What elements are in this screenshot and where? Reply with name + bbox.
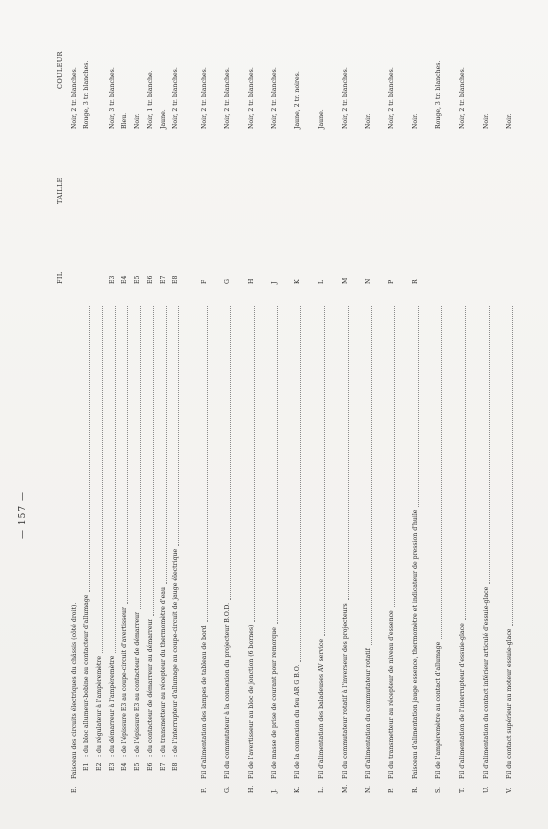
row-description: Fil du commutateur rotatif à l'inverseur des projecteurs [342, 603, 349, 779]
row-description: Fil de masse de prise de courant pour remorque [271, 627, 278, 779]
table-row [159, 3, 168, 771]
row-description: : de l'épissure E3 au contacteur de démarreur [134, 611, 141, 757]
row-description: Fil d'alimentation des lampes de tableau de bord [201, 625, 208, 779]
table-row [434, 3, 443, 793]
row-color: Noir. [483, 113, 490, 129]
row-description: : du transmetteur au récepteur du thermomètre d'eau [160, 587, 167, 757]
row-description: : de l'interrupteur d'allumage au coupe-circuit de jauge électrique [172, 548, 179, 757]
row-color: Bleu. [121, 112, 128, 129]
table-row [482, 3, 491, 793]
table-row [505, 3, 514, 793]
table-row [317, 3, 326, 793]
row-label: E7 [160, 762, 167, 771]
section-e-color: Noir, 2 tr. blanches. [71, 67, 78, 129]
leader-dots [315, 306, 325, 636]
row-fil-code: N [365, 278, 372, 284]
row-label: H. [248, 785, 255, 793]
leader-dots [362, 306, 372, 645]
row-color: Jaune. [160, 109, 167, 129]
row-fil-code: P [388, 279, 395, 284]
leader-dots [169, 306, 179, 546]
row-color: Noir, 2 tr. blanches. [172, 67, 179, 129]
row-fil-code: M [342, 277, 349, 284]
row-label: S. [435, 787, 442, 793]
leader-dots [291, 306, 301, 662]
row-label: E8 [172, 762, 179, 771]
table-row [341, 3, 350, 793]
row-description: : de l'épissure E3 au coupe-circuit d'avertisseur [121, 607, 128, 757]
section-e-label: E. [71, 786, 78, 793]
leader-dots [198, 306, 208, 622]
row-description: Fil du contact supérieur au moteur essuie-glace [506, 628, 513, 779]
row-description: Fil de l'avertisseur au bloc de jonction (6 bornes) [248, 624, 255, 779]
row-fil-code: E3 [109, 275, 116, 284]
row-color: Noir, 3 tr. blanches. [109, 67, 116, 129]
row-label: E4 [121, 762, 128, 771]
leader-dots [456, 306, 466, 620]
row-color: Noir, 2 tr. blanches. [224, 67, 231, 129]
row-description: : du contacteur de démarreur au démarreur [147, 618, 154, 757]
leader-dots [409, 306, 419, 507]
row-description: Fil d'alimentation du commutateur rotatif [365, 647, 372, 779]
row-color: Noir. [412, 113, 419, 129]
row-color: Noir, 2 tr. blanches. [388, 67, 395, 129]
table-row [223, 3, 232, 793]
leader-dots [268, 306, 278, 624]
leader-dots [106, 306, 116, 653]
row-label: F. [201, 787, 208, 793]
leader-dots [432, 306, 442, 639]
table-row [247, 3, 256, 793]
row-description: Fil du commutateur à la connexion du projecteur B.O.D. [224, 602, 231, 779]
row-color: Rouge, 3 tr. blanches. [435, 60, 442, 129]
row-label: G. [224, 786, 231, 793]
leader-dots [80, 306, 90, 592]
row-fil-code: E7 [160, 275, 167, 284]
row-color: Noir. [506, 113, 513, 129]
row-fil-code: G [224, 279, 231, 284]
row-fil-code: J [271, 281, 278, 284]
row-color: Jaune. [318, 109, 325, 129]
row-description: : du démarreur à l'ampèremètre [109, 655, 116, 757]
row-color: Noir, 2 tr. blanches. [201, 67, 208, 129]
row-fil-code: K [294, 279, 301, 284]
leader-dots [118, 306, 128, 604]
row-description: : du régulateur à l'ampèremètre [96, 655, 103, 757]
leader-dots [503, 306, 513, 626]
row-label: E3 [109, 762, 116, 771]
row-description: Fil d'alimentation de l'interrupteur d'essuie-glace [459, 623, 466, 779]
leader-dots [385, 306, 395, 607]
table-row [133, 3, 142, 771]
section-e-title: Faisceau des circuits électriques du châssis (côté droit). [71, 602, 78, 779]
row-color: Noir, 1 tr. blanche. [147, 70, 154, 129]
row-label: V. [506, 787, 513, 793]
leader-dots [131, 306, 141, 609]
row-fil-code: E5 [134, 275, 141, 284]
table-row [411, 3, 420, 793]
row-description: Fil du transmetteur au récepteur de niveau d'essence [388, 610, 395, 779]
table-row [146, 3, 155, 771]
row-description: Faisceau d'alimentation jauge essence, thermomètre et indicateur de pression d'huile [412, 509, 419, 779]
table-row [200, 3, 209, 793]
row-description: Fil de la connexion du feu AR G B.O. [294, 664, 301, 779]
leader-dots [480, 306, 490, 584]
row-color: Noir, 2 tr. blanches. [342, 67, 349, 129]
section-e-row [70, 3, 79, 793]
row-label: K. [294, 786, 301, 793]
page-number: — 157 — [18, 491, 28, 539]
row-label: P. [388, 788, 395, 793]
header-taille: TAILLE [56, 177, 64, 204]
leader-dots [245, 306, 255, 622]
row-label: R. [412, 786, 419, 793]
row-label: E6 [147, 762, 154, 771]
row-label: L. [318, 786, 325, 793]
row-label: J. [271, 789, 278, 793]
row-color: Noir. [365, 113, 372, 129]
table-row [270, 3, 279, 793]
row-label: E5 [134, 762, 141, 771]
leader-dots [144, 306, 154, 616]
header-fil: FIL [56, 271, 64, 284]
table-row [95, 3, 104, 771]
leader-dots [93, 306, 103, 653]
table-row [458, 3, 467, 793]
row-color: Noir, 2 tr. blanches. [248, 67, 255, 129]
header-couleur: COULEUR [56, 51, 64, 89]
row-fil-code: F [201, 279, 208, 284]
row-fil-code: E4 [121, 275, 128, 284]
row-color: Noir, 2 tr. blanches. [271, 67, 278, 129]
table-row [120, 3, 129, 771]
row-fil-code: E8 [172, 275, 179, 284]
row-fil-code: L [318, 279, 325, 284]
table-row [364, 3, 373, 793]
row-color: Jaune, 2 tr. noires. [294, 71, 301, 129]
row-fil-code: H [248, 278, 255, 284]
row-label: N. [365, 786, 372, 793]
row-label: M. [342, 784, 349, 793]
row-color: Noir. [134, 113, 141, 129]
row-label: T. [459, 787, 466, 793]
row-color: Rouge, 3 tr. blanches. [83, 60, 90, 129]
row-label: U. [483, 786, 490, 793]
row-label: E2 [96, 762, 103, 771]
row-color: Noir, 2 tr. blanches. [459, 67, 466, 129]
table-row [293, 3, 302, 793]
leader-dots [339, 306, 349, 600]
row-label: E1 [83, 762, 90, 771]
table-row [108, 3, 117, 771]
row-description: Fil d'alimentation du contact inférieur articulé d'essuie-glace [483, 586, 490, 779]
row-fil-code: R [412, 279, 419, 284]
row-description: : du bloc allumeur-bobine au contacteur d'allumage [83, 594, 90, 757]
leader-dots [221, 306, 231, 600]
table-row [171, 3, 180, 771]
leader-dots [157, 306, 167, 584]
row-fil-code: E6 [147, 275, 154, 284]
row-description: Fil d'alimentation des baladeuses AV service [318, 638, 325, 779]
table-row [82, 3, 91, 771]
row-description: Fil de l'ampèremètre au contact d'allumage [435, 641, 442, 779]
table-row [387, 3, 396, 793]
